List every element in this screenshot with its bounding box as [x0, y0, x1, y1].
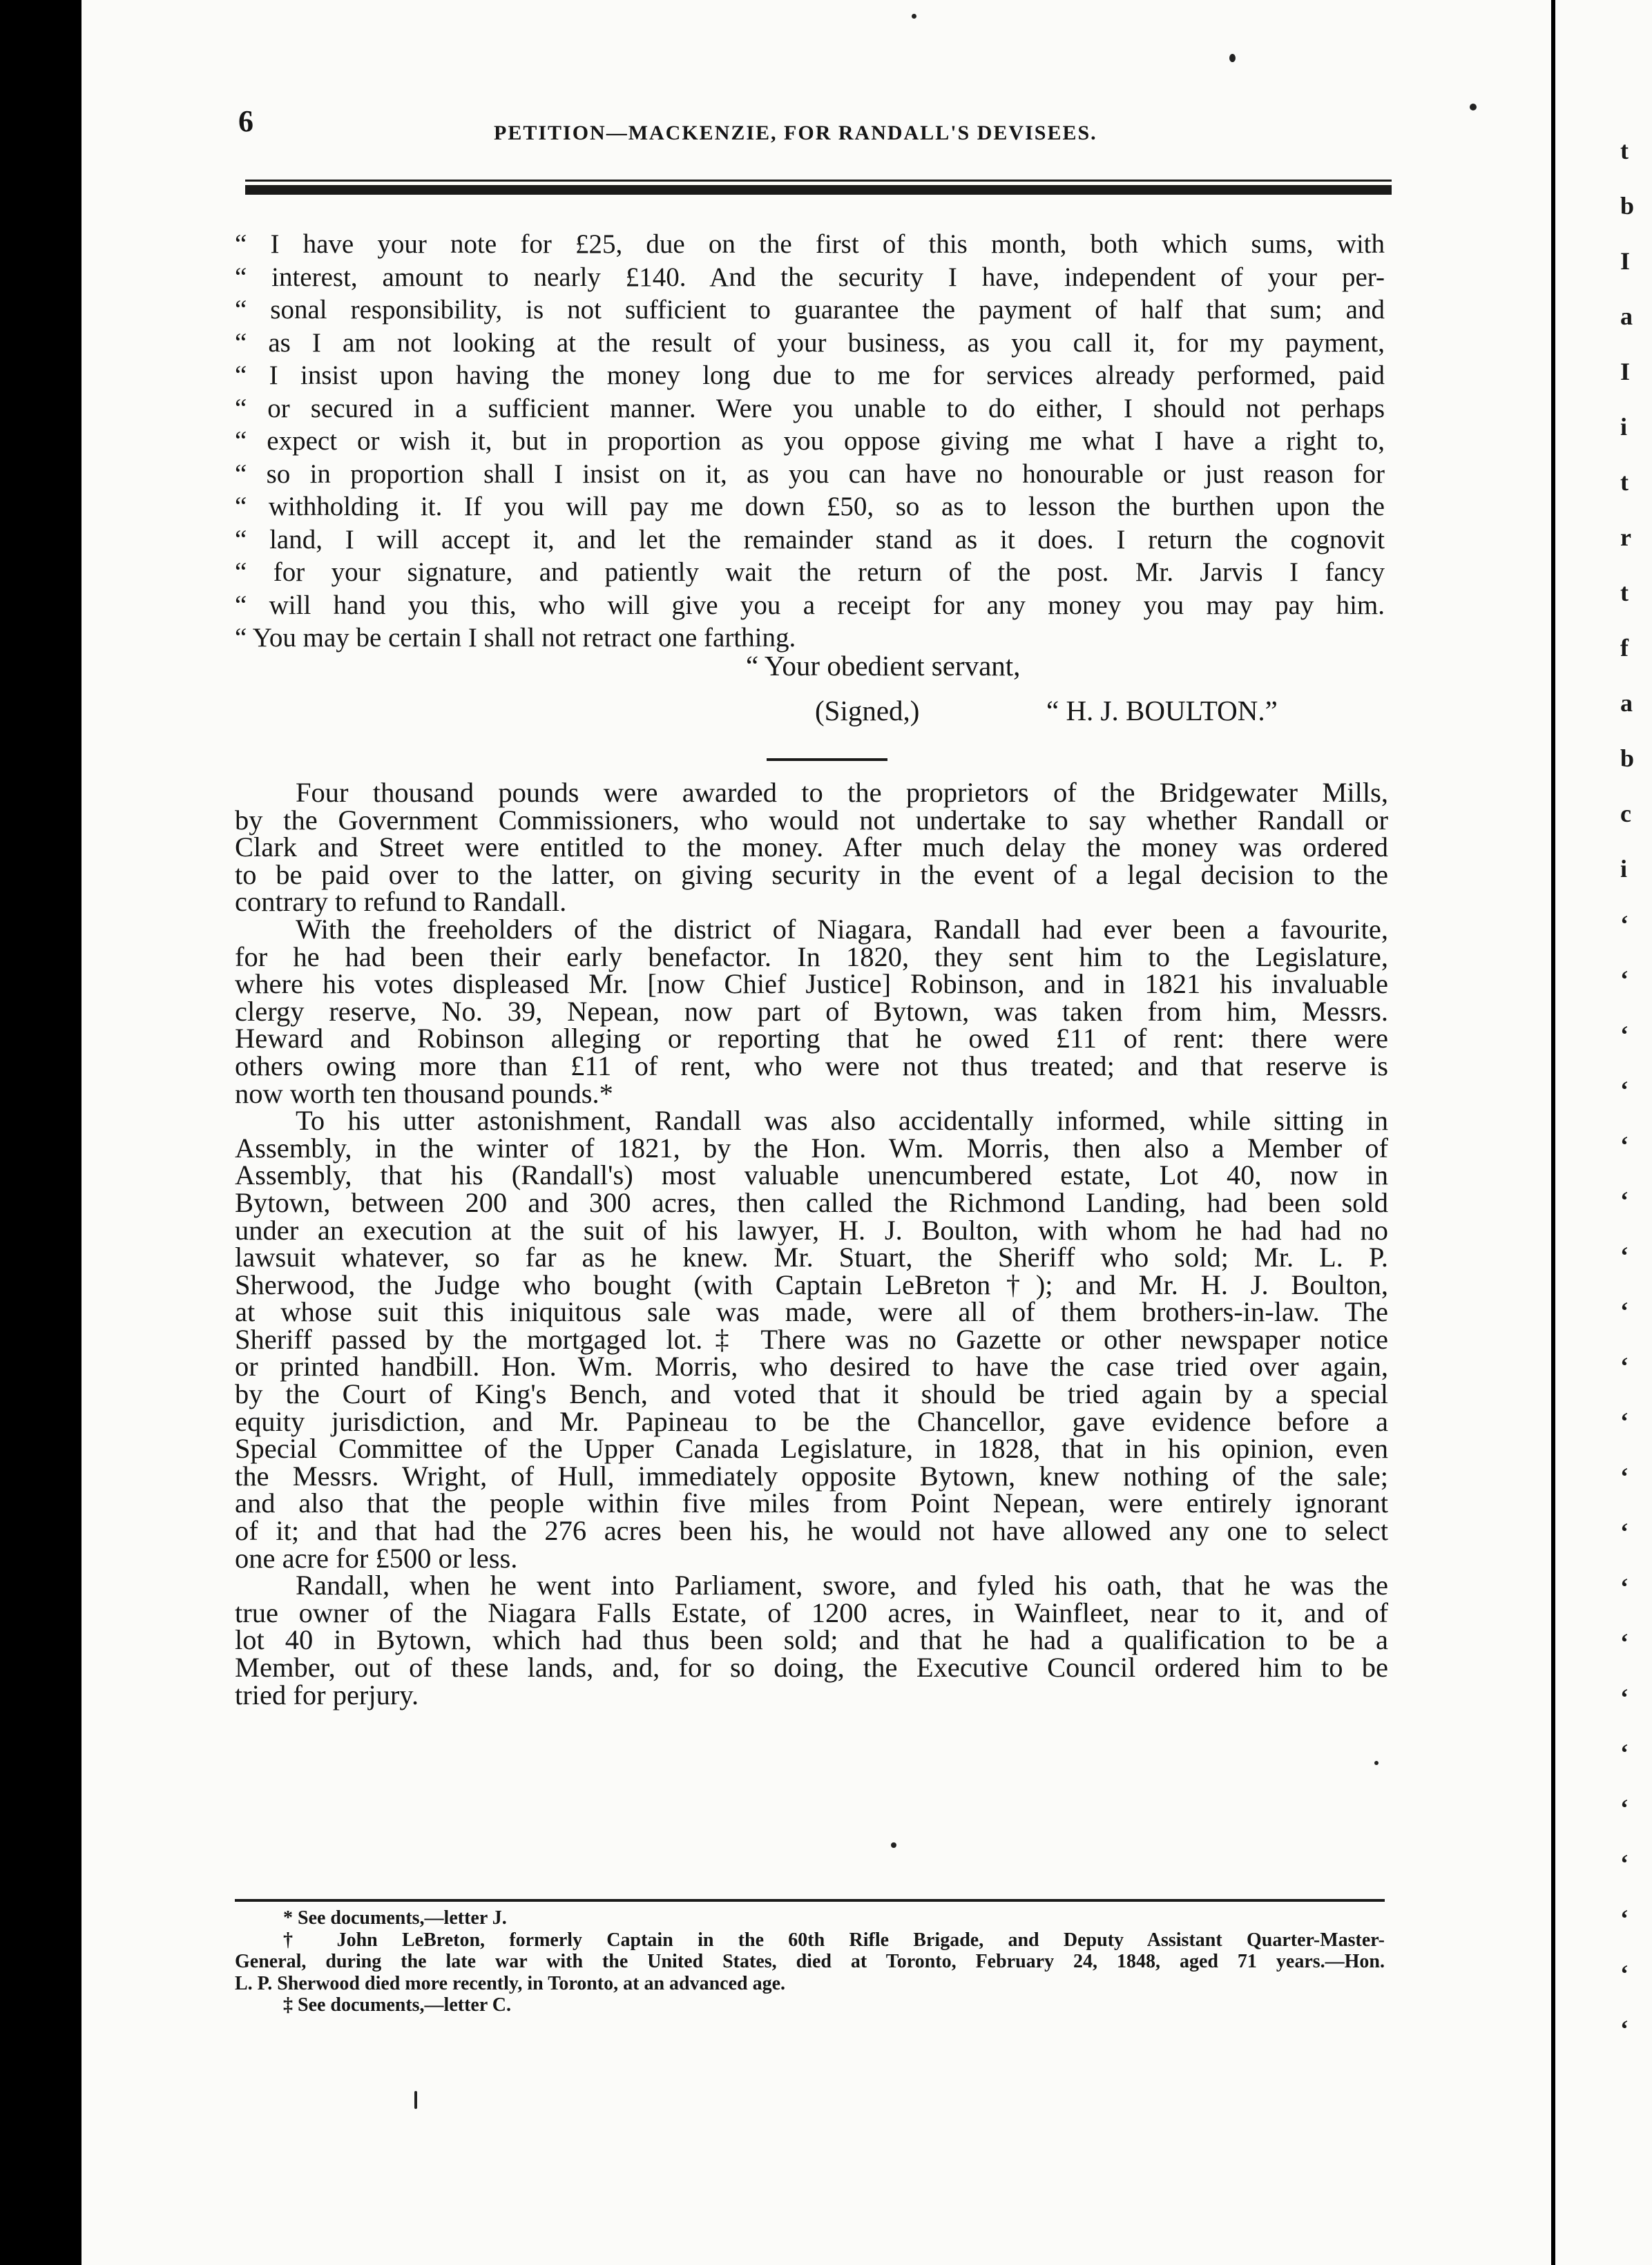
footnote-rule — [235, 1899, 1385, 1902]
body-line: Sheriff passed by the mortgaged lot.‡ There was no Gazette or other newspaper notice — [235, 1323, 1388, 1355]
body-line: the Messrs. Wright, of Hull, immediately opposite Bytown, knew nothing of the sale; — [235, 1460, 1388, 1492]
bleed-letter: ‘ — [1620, 1076, 1629, 1103]
body-line: others owing more than £11 of rent, who were not thus treated; and that reserve is — [235, 1050, 1388, 1081]
bleed-letter: ‘ — [1620, 1297, 1629, 1324]
footnote-line: L. P. Sherwood died more recently, in Toronto, at an advanced age. — [235, 1972, 786, 1994]
letter-line: “ as I am not looking at the result of your business, as you call it, for my payment, — [235, 327, 1385, 358]
body-line: at whose suit this iniquitous sale was made, were all of them brothers-in-law. The — [235, 1296, 1388, 1328]
letter-line: “ expect or wish it, but in proportion as you oppose giving me what I have a right to, — [235, 426, 1385, 456]
body-line: Four thousand pounds were awarded to the proprietors of the Bridgewater Mills, — [296, 777, 1388, 808]
footnote-line: † John LeBreton, formerly Captain in the 60th Rifle Brigade, and Deputy Assistant Quarter-Master- — [283, 1929, 1385, 1951]
scan-speck — [912, 14, 916, 19]
scan-speck — [891, 1842, 896, 1848]
letter-line: “ will hand you this, who will give you a receipt for any money you may pay him. — [235, 590, 1385, 620]
body-line: With the freeholders of the district of Niagara, Randall had ever been a favourite, — [296, 913, 1388, 945]
scan-speck — [1470, 104, 1477, 110]
body-line: now worth ten thousand pounds.* — [235, 1077, 613, 1109]
running-head: PETITION—MACKENZIE, FOR RANDALL'S DEVISEES. — [494, 122, 1097, 144]
bleed-letter: ‘ — [1620, 1407, 1629, 1435]
body-line: clergy reserve, No. 39, Nepean, now part of Bytown, was taken from him, Messrs. — [235, 995, 1388, 1027]
bleed-letter: ‘ — [1620, 910, 1629, 938]
body-line: Heward and Robinson alleging or reporting that he owed £11 of rent: there were — [235, 1023, 1388, 1054]
bleed-letter: b — [1620, 744, 1635, 772]
scan-speck — [1374, 1761, 1379, 1765]
body-line: Special Committee of the Upper Canada Legislature, in 1828, that in his opinion, even — [235, 1433, 1388, 1465]
bleed-letter: ‘ — [1620, 1684, 1629, 1711]
footnote-line: ‡ See documents,—letter C. — [283, 1994, 511, 2016]
body-line: equity jurisdiction, and Mr. Papineau to be the Chancellor, gave evidence before a — [235, 1405, 1388, 1437]
body-line: Assembly, that his (Randall's) most valuable unencumbered estate, Lot 40, now in — [235, 1159, 1388, 1191]
bleed-letter: ‘ — [1620, 1352, 1629, 1380]
letter-line: “ or secured in a sufficient manner. Were you unable to do either, I should not perhaps — [235, 393, 1385, 423]
letter-line: “ for your signature, and patiently wait the return of the post. Mr. Jarvis I fancy — [235, 557, 1385, 587]
footnote-line: General, during the late war with the United States, died at Toronto, February 24, 1848, aged 71 years.—Hon. — [235, 1951, 1385, 1972]
bleed-letter: ‘ — [1620, 1905, 1629, 1932]
bleed-letter: i — [1620, 413, 1628, 441]
bleed-letter: I — [1620, 247, 1631, 275]
body-line: true owner of the Niagara Falls Estate, of 1200 acres, in Wainfleet, near to it, and of — [235, 1597, 1388, 1628]
bleed-letter: ‘ — [1620, 1794, 1629, 1822]
body-line: Assembly, in the winter of 1821, by the Hon. Wm. Morris, then also a Member of — [235, 1132, 1388, 1164]
letter-signature: “ H. J. BOULTON.” — [1046, 695, 1278, 726]
body-line: Member, out of these lands, and, for so doing, the Executive Council ordered him to be — [235, 1652, 1388, 1683]
header-rule — [245, 185, 1392, 195]
footnotes — [235, 1907, 1385, 2016]
bleed-letter: f — [1620, 634, 1629, 662]
bleed-letter: i — [1620, 855, 1628, 883]
body-line: for he had been their early benefactor. In 1820, they sent him to the Legislature, — [235, 941, 1388, 972]
bleed-letter: b — [1620, 192, 1635, 220]
quoted-letter — [235, 228, 1385, 655]
scan-right-edge — [1551, 0, 1652, 2265]
letter-line: “ so in proportion shall I insist on it, as you can have no honourable or just reason for — [235, 459, 1385, 489]
letter-line: “ land, I will accept it, and let the remainder stand as it does. I return the cognovit — [235, 524, 1385, 555]
letter-line: “ interest, amount to nearly £140. And the security I have, independent of your per- — [235, 262, 1385, 292]
body-line: under an execution at the suit of his lawyer, H. J. Boulton, with whom he had had no — [235, 1214, 1388, 1246]
signed-marker: (Signed,) — [815, 695, 920, 726]
bleed-letter: ‘ — [1620, 1960, 1629, 1987]
letter-line: “ withholding it. If you will pay me down £50, so as to lesson the burthen upon the — [235, 492, 1385, 521]
bleed-letter: ‘ — [1620, 1518, 1629, 1545]
body-line: Bytown, between 200 and 300 acres, then called the Richmond Landing, had been sold — [235, 1186, 1388, 1218]
bleed-letter: ‘ — [1620, 1628, 1629, 1656]
body-line: one acre for £500 or less. — [235, 1542, 518, 1574]
body-line: where his votes displeased Mr. [now Chief Justice] Robinson, and in 1821 his invaluable — [235, 968, 1388, 1000]
bleed-letter: ‘ — [1620, 1186, 1629, 1214]
body-line: lot 40 in Bytown, which had thus been sold; and that he had a qualification to be a — [235, 1624, 1388, 1656]
scan-left-edge — [0, 0, 81, 2265]
body-line: by the Court of King's Bench, and voted that it should be tried again by a special — [235, 1378, 1388, 1410]
body-line: by the Government Commissioners, who would not undertake to say whether Randall or — [235, 804, 1388, 836]
body-line: Sherwood, the Judge who bought (with Captain LeBreton†); and Mr. H. J. Boulton, — [235, 1269, 1388, 1300]
bleed-letter: ‘ — [1620, 1021, 1629, 1048]
body-line: of it; and that had the 276 acres been his, he would not have allowed any one to select — [235, 1515, 1388, 1547]
body-line: contrary to refund to Randall. — [235, 886, 567, 918]
bleed-letter: t — [1620, 579, 1629, 606]
letter-line: “ sonal responsibility, is not sufficient to guarantee the payment of half that sum; and — [235, 295, 1385, 325]
body-text — [235, 779, 1388, 1708]
section-divider — [767, 758, 887, 761]
bleed-letter: ‘ — [1620, 1463, 1629, 1490]
body-line: or printed handbill. Hon. Wm. Morris, who desired to have the case tried over again, — [235, 1351, 1388, 1382]
page-number: 6 — [238, 104, 253, 138]
bleed-letter: t — [1620, 137, 1629, 164]
bleed-letter: ‘ — [1620, 1131, 1629, 1159]
body-line: and also that the people within five miles from Point Nepean, were entirely ignorant — [235, 1487, 1388, 1519]
bleed-letter: ‘ — [1620, 2015, 1629, 2043]
bleed-letter: ‘ — [1620, 965, 1629, 993]
bleed-letter: c — [1620, 800, 1631, 827]
body-line: Randall, when he went into Parliament, swore, and fyled his oath, that he was the — [296, 1570, 1388, 1601]
bleed-letter: ‘ — [1620, 1242, 1629, 1269]
body-line: lawsuit whatever, so far as he knew. Mr. Stuart, the Sheriff who sold; Mr. L. P. — [235, 1242, 1388, 1273]
scan-speck — [1229, 54, 1236, 62]
bleed-letter: a — [1620, 689, 1633, 717]
body-line: tried for perjury. — [235, 1679, 419, 1710]
bleed-letter: ‘ — [1620, 1849, 1629, 1877]
letter-line: “ I insist upon having the money long due to me for services already performed, paid — [235, 360, 1385, 390]
footnote-line: * See documents,—letter J. — [283, 1907, 507, 1929]
body-line: To his utter astonishment, Randall was also accidentally informed, while sitting in — [296, 1105, 1388, 1137]
letter-line: “ You may be certain I shall not retract one farthing. — [235, 623, 796, 653]
letter-line: “ I have your note for £25, due on the first of this month, both which sums, with — [235, 229, 1385, 259]
body-line: to be paid over to the latter, on giving security in the event of a legal decision to the — [235, 858, 1388, 890]
letter-closing: “ Your obedient servant, — [746, 650, 1021, 682]
bleed-letter: I — [1620, 358, 1631, 385]
bleed-letter: a — [1620, 302, 1633, 330]
scan-speck — [414, 2091, 417, 2109]
bleed-letter: r — [1620, 523, 1631, 551]
bleed-letter: ‘ — [1620, 1739, 1629, 1766]
bleed-letter: t — [1620, 468, 1629, 496]
body-line: Clark and Street were entitled to the money. After much delay the money was ordered — [235, 831, 1388, 863]
bleed-letter: ‘ — [1620, 1573, 1629, 1601]
